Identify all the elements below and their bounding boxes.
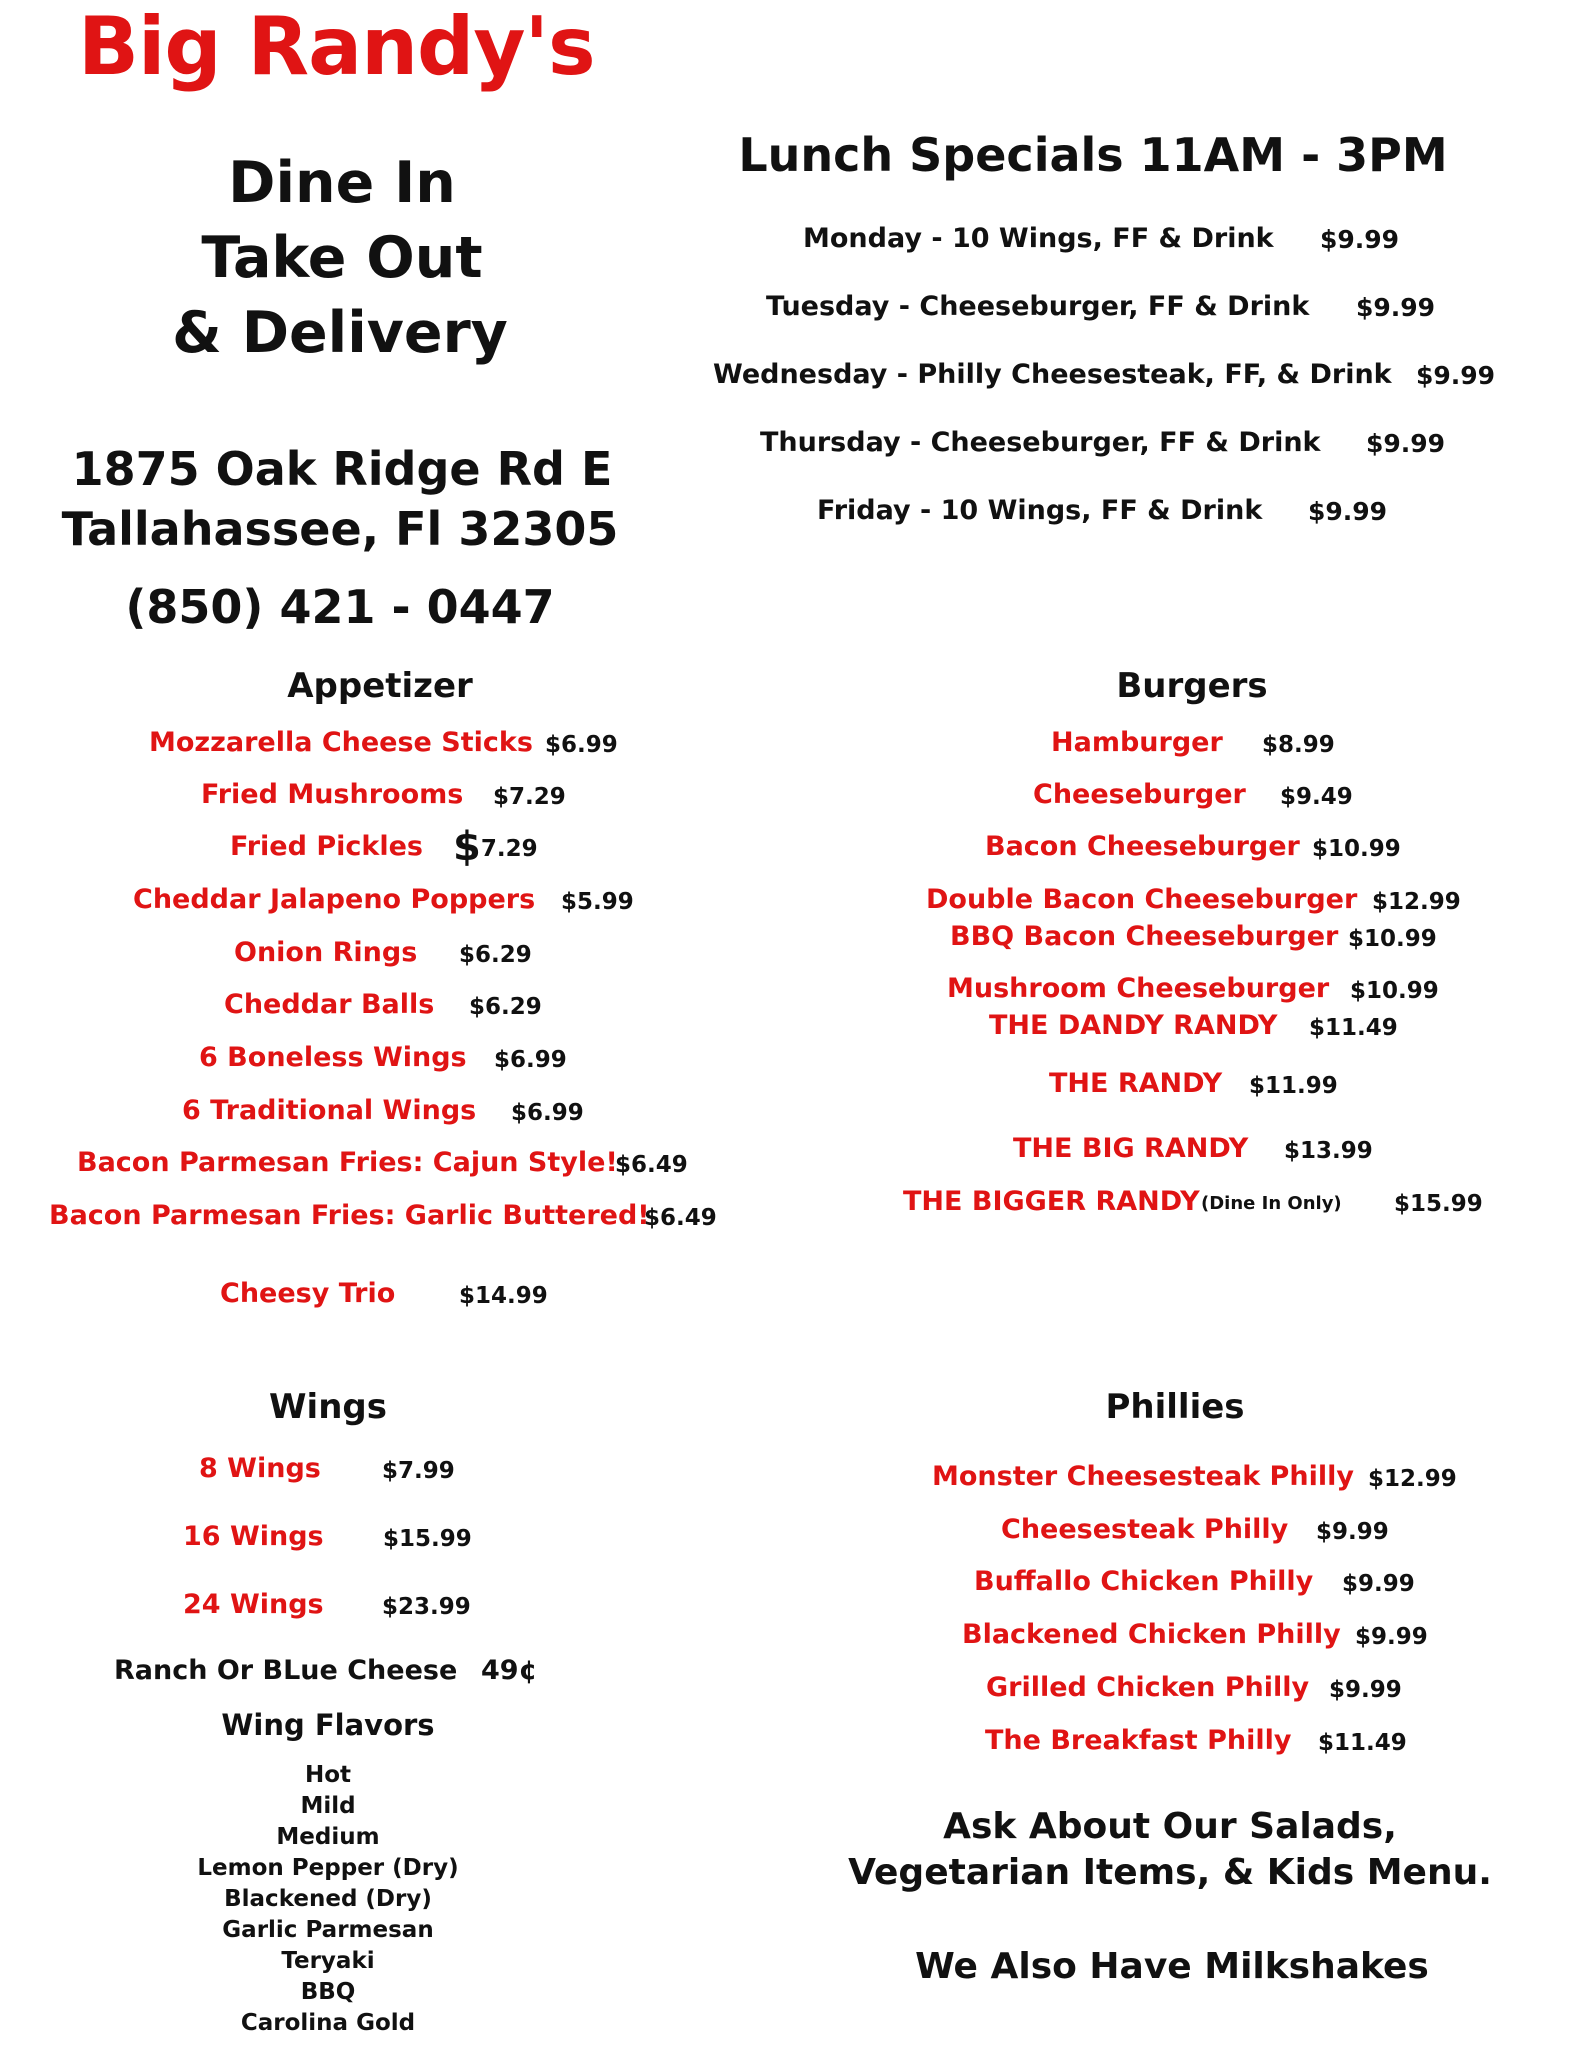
- menu-item-price: [453, 824, 538, 870]
- menu-item-price: $5.99: [561, 889, 634, 915]
- menu-item-name: 6 Traditional Wings: [182, 1095, 477, 1126]
- menu-item-price: $6.99: [511, 1100, 584, 1126]
- dip-option-price: 49¢: [481, 1655, 538, 1686]
- lunch-item-label: Tuesday - Cheeseburger, FF & Drink: [766, 291, 1310, 322]
- burgers-title: Burgers: [1116, 666, 1268, 706]
- menu-item-name: Bacon Parmesan Fries: Garlic Buttered!: [49, 1200, 650, 1231]
- menu-item-name: Bacon Cheeseburger: [985, 831, 1300, 862]
- menu-item-name: Grilled Chicken Philly: [986, 1672, 1310, 1703]
- menu-item-name: Double Bacon Cheeseburger: [926, 884, 1358, 915]
- service-dine-in: Dine In: [228, 150, 456, 216]
- lunch-item-price: $9.99: [1320, 225, 1400, 254]
- menu-item-name: Mushroom Cheeseburger: [947, 973, 1330, 1004]
- menu-item-note: (Dine In Only): [1201, 1193, 1342, 1214]
- menu-item-name: 8 Wings: [199, 1453, 321, 1484]
- menu-item-name: Hamburger: [1051, 727, 1223, 758]
- menu-item-name: Fried Pickles: [230, 831, 423, 862]
- lunch-item-price: $9.99: [1366, 429, 1446, 458]
- lunch-item-label: Thursday - Cheeseburger, FF & Drink: [760, 427, 1321, 458]
- lunch-item-price: $9.99: [1356, 293, 1436, 322]
- menu-item-price: $7.99: [382, 1458, 455, 1484]
- menu-item-name: Cheddar Jalapeno Poppers: [133, 884, 536, 915]
- service-delivery: & Delivery: [172, 300, 508, 366]
- menu-item-price: $11.99: [1249, 1073, 1338, 1099]
- wing-flavor: BBQ: [300, 1979, 356, 2005]
- menu-item-price: $10.99: [1312, 836, 1401, 862]
- menu-item-price: $12.99: [1368, 1466, 1457, 1492]
- menu-item-price: $8.99: [1262, 732, 1335, 758]
- menu-item-name: Monster Cheesesteak Philly: [932, 1461, 1354, 1492]
- lunch-item-label: Wednesday - Philly Cheesesteak, FF, & Drink: [713, 359, 1392, 390]
- menu-item-price: $6.49: [644, 1205, 717, 1231]
- brand-logo: Big Randy's: [78, 0, 595, 93]
- menu-item-price: $14.99: [459, 1283, 548, 1309]
- wing-flavors-title: Wing Flavors: [221, 1708, 435, 1742]
- menu-item-price: $9.99: [1316, 1519, 1389, 1545]
- menu-item-price: $13.99: [1284, 1138, 1373, 1164]
- wings-title: Wings: [269, 1387, 387, 1427]
- menu-item-price: $7.29: [493, 784, 566, 810]
- menu-item-price: $6.29: [459, 942, 532, 968]
- menu-item-name: THE RANDY: [1049, 1068, 1223, 1099]
- price-amount: 7.29: [480, 836, 538, 862]
- menu-item-name: Cheddar Balls: [224, 989, 435, 1020]
- phone-number: (850) 421 - 0447: [125, 580, 555, 634]
- menu-item-name: THE BIG RANDY: [1013, 1133, 1249, 1164]
- menu-item-name: Cheesesteak Philly: [1001, 1514, 1289, 1545]
- menu-item-name: BBQ Bacon Cheeseburger: [950, 921, 1339, 952]
- menu-item-name: Blackened Chicken Philly: [962, 1619, 1341, 1650]
- menu-item-price: $9.99: [1355, 1624, 1428, 1650]
- wing-flavor: Garlic Parmesan: [222, 1917, 434, 1943]
- menu-item-name: Cheesy Trio: [220, 1278, 396, 1309]
- menu-item-price: $11.49: [1318, 1730, 1407, 1756]
- menu-item-price: $15.99: [383, 1526, 472, 1552]
- menu-item-price: $9.49: [1280, 784, 1353, 810]
- menu-item-price: $11.49: [1309, 1015, 1398, 1041]
- lunch-item-price: $9.99: [1308, 497, 1388, 526]
- menu-item-price: $9.99: [1329, 1677, 1402, 1703]
- menu-item-name: 24 Wings: [183, 1589, 324, 1620]
- phillies-title: Phillies: [1105, 1387, 1245, 1427]
- menu-item-name: THE DANDY RANDY: [989, 1010, 1278, 1041]
- wing-flavor: Hot: [304, 1762, 352, 1788]
- menu-item-price: $6.29: [469, 994, 542, 1020]
- wing-flavor: Carolina Gold: [240, 2010, 416, 2036]
- menu-item-price: $12.99: [1372, 889, 1461, 915]
- lunch-item-label: Monday - 10 Wings, FF & Drink: [803, 223, 1274, 254]
- menu-item-price: $15.99: [1394, 1191, 1483, 1217]
- wing-flavor: Medium: [276, 1824, 380, 1850]
- service-take-out: Take Out: [201, 225, 483, 291]
- address-city: Tallahassee, Fl 32305: [61, 502, 619, 556]
- dip-option-label: Ranch Or BLue Cheese: [114, 1655, 458, 1686]
- address-street: 1875 Oak Ridge Rd E: [71, 442, 613, 496]
- menu-item-name: Mozzarella Cheese Sticks: [149, 727, 533, 758]
- menu-item-name: The Breakfast Philly: [985, 1725, 1292, 1756]
- appetizer-title: Appetizer: [287, 666, 473, 706]
- milkshakes-note: We Also Have Milkshakes: [915, 1946, 1429, 1987]
- menu-item-name: Cheeseburger: [1033, 779, 1246, 810]
- wing-flavor: Mild: [300, 1793, 356, 1819]
- menu-item-price: $6.49: [615, 1152, 688, 1178]
- ask-about-line-1: Ask About Our Salads,: [943, 1806, 1397, 1847]
- menu-item-name: Bacon Parmesan Fries: Cajun Style!: [77, 1147, 618, 1178]
- menu-item-price: $23.99: [382, 1594, 471, 1620]
- menu-item-name: Buffallo Chicken Philly: [974, 1566, 1314, 1597]
- lunch-item-label: Friday - 10 Wings, FF & Drink: [817, 495, 1263, 526]
- wing-flavor: Blackened (Dry): [224, 1886, 432, 1912]
- ask-about-line-2: Vegetarian Items, & Kids Menu.: [848, 1852, 1492, 1893]
- menu-item-name: 16 Wings: [183, 1521, 324, 1552]
- menu-item-name: 6 Boneless Wings: [199, 1042, 467, 1073]
- menu-item-name: Onion Rings: [234, 937, 418, 968]
- wing-flavor: Teryaki: [281, 1948, 375, 1974]
- wing-flavor: Lemon Pepper (Dry): [197, 1855, 459, 1881]
- lunch-item-price: $9.99: [1416, 361, 1496, 390]
- menu-item-price: $9.99: [1342, 1571, 1415, 1597]
- menu-item-price: $10.99: [1348, 926, 1437, 952]
- lunch-specials-title: Lunch Specials 11AM - 3PM: [738, 128, 1448, 182]
- menu-item-price: $6.99: [545, 732, 618, 758]
- menu-item-name: THE BIGGER RANDY: [903, 1186, 1200, 1217]
- menu-item-name: Fried Mushrooms: [201, 779, 464, 810]
- menu-item-price: $10.99: [1350, 978, 1439, 1004]
- dollar-sign: $: [453, 824, 481, 870]
- menu-item-price: $6.99: [494, 1047, 567, 1073]
